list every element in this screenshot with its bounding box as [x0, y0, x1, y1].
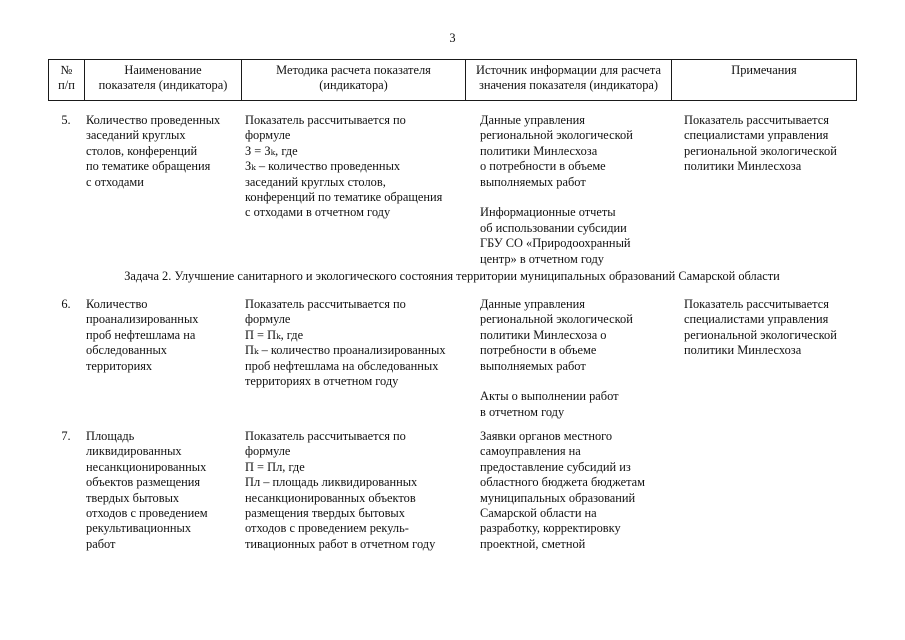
header-row [49, 60, 857, 101]
row-method: Показатель рассчитывается по формуле П = Пₖ, где Пₖ – количество проанализированных проб нефтешлама на обследованных территориях в отчетном году [245, 297, 446, 389]
row-note: Показатель рассчитывается специалистами управления региональной экологической политики Минлесхоза [684, 297, 837, 358]
task-heading: Задача 2. Улучшение санитарного и экологического состояния территории муниципальных образований Самарской области [124, 269, 780, 283]
row-source: Данные управления региональной экологической политики Минлесхоза о потребности в объеме выполняемых работ Информационные отчеты об использовании субсидии ГБУ СО «Природоохранный центр» в отчетном году [480, 113, 633, 266]
row-number: 7. [61, 429, 71, 443]
header-name [85, 60, 242, 101]
row-source: Заявки органов местного самоуправления на предоставление субсидий из областного бюджета бюджетам муниципальных образований Самарской области на разработку, корректировку проектной, сметной [480, 429, 646, 551]
row-indicator: Количество проанализированных проб нефтешлама на обследованных территориях [86, 297, 199, 373]
row-method: Показатель рассчитывается по формуле П = Пл, где Пл – площадь ликвидированных несанкционированных объектов размещения твердых бытовых отходов с проведением рекуль- тивационных работ в отчетном году [245, 429, 436, 551]
indicators-table-header [48, 59, 857, 101]
header-num [49, 60, 85, 101]
header-method-text: Методика расчета показателя (индикатора) [276, 63, 431, 93]
row-number: 5. [61, 113, 71, 127]
header-notes-text: Примечания [731, 63, 797, 77]
row-method: Показатель рассчитывается по формуле З = Зₖ, где Зₖ – количество проведенных заседаний круглых столов, конференций по тематике обращения с отходами в отчетном году [245, 113, 443, 220]
row-indicator: Количество проведенных заседаний круглых столов, конференций по тематике обращения с отходами [86, 113, 221, 189]
header-notes [672, 60, 857, 101]
header-method [242, 60, 466, 101]
header-num-text: № п/п [58, 63, 75, 93]
header-source-text: Источник информации для расчета значения показателя (индикатора) [476, 63, 661, 93]
row-source: Данные управления региональной экологической политики Минлесхоза о потребности в объеме выполняемых работ Акты о выполнении работ в отчетном году [480, 297, 633, 419]
row-number: 6. [61, 297, 71, 311]
row-note: Показатель рассчитывается специалистами управления региональной экологической политики Минлесхоза [684, 113, 837, 174]
header-name-text: Наименование показателя (индикатора) [98, 63, 228, 93]
header-source [466, 60, 672, 101]
page-number: 3 [449, 31, 456, 45]
row-indicator: Площадь ликвидированных несанкционированных объектов размещения твердых бытовых отходов с проведением рекультивационных работ [86, 429, 208, 551]
